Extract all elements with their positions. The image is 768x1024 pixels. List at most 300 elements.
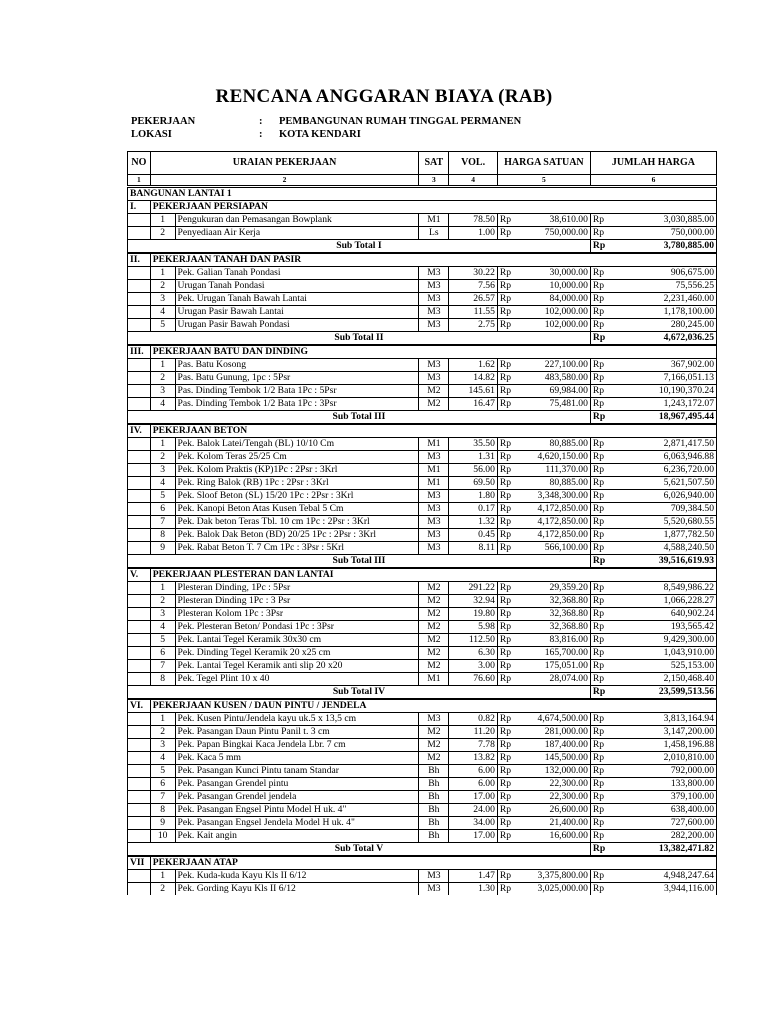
row-spacer	[128, 267, 151, 280]
currency-label: Rp	[590, 490, 611, 503]
item-unit: M1	[419, 464, 449, 477]
currency-label: Rp	[497, 595, 518, 608]
header-row	[128, 152, 717, 175]
currency-label: Rp	[497, 359, 518, 372]
item-unit: Bh	[419, 817, 449, 830]
currency-label: Rp	[590, 267, 611, 280]
item-unit: M3	[419, 490, 449, 503]
item-unit: M3	[419, 713, 449, 726]
table-row	[128, 477, 717, 490]
item-number: 1	[150, 582, 175, 595]
item-unit-price: 165,700.00	[518, 647, 590, 660]
item-volume: 7.78	[449, 739, 498, 752]
currency-label: Rp	[497, 817, 518, 830]
currency-label: Rp	[590, 280, 611, 293]
item-unit: M3	[419, 359, 449, 372]
currency-label: Rp	[590, 713, 611, 726]
item-total: 5,621,507.50	[611, 477, 716, 490]
item-unit-price: 4,172,850.00	[518, 516, 590, 529]
col-number: 3	[419, 175, 449, 187]
item-unit-price: 29,359.20	[518, 582, 590, 595]
item-number: 3	[150, 739, 175, 752]
currency-label: Rp	[497, 464, 518, 477]
currency-label: Rp	[497, 385, 518, 398]
item-unit-price: 4,620,150.00	[518, 451, 590, 464]
section-number: III.	[128, 345, 151, 359]
table-row	[128, 542, 717, 555]
item-volume: 26.57	[449, 293, 498, 306]
subtotal-value: 13,382,471.82	[611, 843, 716, 857]
table-row	[128, 398, 717, 411]
row-spacer	[128, 595, 151, 608]
item-unit-price: 566,100.00	[518, 542, 590, 555]
item-description: Urugan Pasir Bawah Pondasi	[175, 319, 419, 332]
section-row	[128, 201, 717, 214]
item-volume: 17.00	[449, 830, 498, 843]
item-unit: Bh	[419, 804, 449, 817]
item-number: 1	[150, 214, 175, 227]
item-unit-price: 227,100.00	[518, 359, 590, 372]
item-unit-price: 80,885.00	[518, 438, 590, 451]
row-spacer	[128, 830, 151, 843]
info-colon: :	[259, 116, 263, 127]
row-spacer	[128, 214, 151, 227]
item-unit-price: 30,000.00	[518, 267, 590, 280]
item-unit: M3	[419, 883, 449, 896]
row-spacer	[128, 398, 151, 411]
item-volume: 13.82	[449, 752, 498, 765]
item-description: Pek. Lantai Tegel Keramik anti slip 20 x20	[175, 660, 419, 673]
section-title: PEKERJAAN BETON	[150, 424, 716, 438]
subtotal-label: Sub Total III	[128, 411, 591, 425]
currency-label: Rp	[497, 883, 518, 896]
item-volume: 1.00	[449, 227, 498, 240]
item-unit-price: 4,172,850.00	[518, 503, 590, 516]
subtotal-row	[128, 411, 717, 425]
item-unit: M1	[419, 438, 449, 451]
item-description: Pek. Dinding Tegel Keramik 20 x25 cm	[175, 647, 419, 660]
item-number: 2	[150, 227, 175, 240]
item-number: 8	[150, 673, 175, 686]
item-total: 727,600.00	[611, 817, 716, 830]
currency-label: Rp	[590, 778, 611, 791]
item-total: 282,200.00	[611, 830, 716, 843]
subtotal-row	[128, 555, 717, 569]
row-spacer	[128, 280, 151, 293]
currency-label: Rp	[590, 438, 611, 451]
item-total: 638,400.00	[611, 804, 716, 817]
currency-label: Rp	[590, 332, 611, 346]
item-number: 1	[150, 713, 175, 726]
item-number: 10	[150, 830, 175, 843]
item-unit: M2	[419, 752, 449, 765]
item-unit-price: 80,885.00	[518, 477, 590, 490]
table-row	[128, 503, 717, 516]
section-number: V.	[128, 568, 151, 582]
table-row	[128, 385, 717, 398]
item-total: 193,565.42	[611, 621, 716, 634]
subtotal-value: 4,672,036.25	[611, 332, 716, 346]
table-row	[128, 319, 717, 332]
col-header-harga-satuan: HARGA SATUAN	[497, 152, 590, 175]
item-description: Pek. Kuda-kuda Kayu Kls II 6/12	[175, 870, 419, 883]
table-row	[128, 582, 717, 595]
row-spacer	[128, 319, 151, 332]
subtotal-row	[128, 843, 717, 857]
row-spacer	[128, 634, 151, 647]
currency-label: Rp	[590, 293, 611, 306]
item-unit-price: 32,368.80	[518, 608, 590, 621]
item-description: Pengukuran dan Pemasangan Bowplank	[175, 214, 419, 227]
item-volume: 6.30	[449, 647, 498, 660]
item-unit-price: 483,580.00	[518, 372, 590, 385]
item-total: 133,800.00	[611, 778, 716, 791]
item-volume: 78.50	[449, 214, 498, 227]
item-volume: 7.56	[449, 280, 498, 293]
currency-label: Rp	[497, 227, 518, 240]
subtotal-label: Sub Total III	[128, 555, 591, 569]
table-row	[128, 280, 717, 293]
item-unit: M1	[419, 477, 449, 490]
currency-label: Rp	[497, 726, 518, 739]
subtotal-value: 18,967,495.44	[611, 411, 716, 425]
currency-label: Rp	[590, 227, 611, 240]
currency-label: Rp	[590, 634, 611, 647]
item-volume: 6.00	[449, 778, 498, 791]
item-number: 3	[150, 293, 175, 306]
item-unit-price: 38,610.00	[518, 214, 590, 227]
currency-label: Rp	[590, 673, 611, 686]
item-total: 280,245.00	[611, 319, 716, 332]
col-header-sat: SAT	[419, 152, 449, 175]
col-header-jumlah-harga: JUMLAH HARGA	[590, 152, 716, 175]
currency-label: Rp	[590, 398, 611, 411]
item-number: 5	[150, 634, 175, 647]
item-volume: 11.20	[449, 726, 498, 739]
item-description: Pek. Pasangan Grendel pintu	[175, 778, 419, 791]
currency-label: Rp	[590, 791, 611, 804]
item-unit-price: 28,074.00	[518, 673, 590, 686]
item-number: 9	[150, 817, 175, 830]
item-unit: M3	[419, 870, 449, 883]
item-unit-price: 281,000.00	[518, 726, 590, 739]
table-row	[128, 647, 717, 660]
item-unit-price: 32,368.80	[518, 621, 590, 634]
item-number: 2	[150, 883, 175, 896]
col-header-vol: VOL.	[449, 152, 498, 175]
table-row	[128, 490, 717, 503]
item-volume: 0.82	[449, 713, 498, 726]
row-spacer	[128, 870, 151, 883]
row-spacer	[128, 765, 151, 778]
item-description: Pek. Balok Latei/Tengah (BL) 10/10 Cm	[175, 438, 419, 451]
item-total: 2,871,417.50	[611, 438, 716, 451]
item-total: 3,944,116.00	[611, 883, 716, 896]
item-description: Pek. Kaca 5 mm	[175, 752, 419, 765]
subtotal-row	[128, 686, 717, 700]
item-description: Pek. Lantai Tegel Keramik 30x30 cm	[175, 634, 419, 647]
table-row	[128, 673, 717, 686]
section-title: PEKERJAAN PLESTERAN DAN LANTAI	[150, 568, 716, 582]
item-description: Pek. Ring Balok (RB) 1Pc : 2Psr : 3Krl	[175, 477, 419, 490]
item-description: Pek. Kusen Pintu/Jendela kayu uk.5 x 13,5 cm	[175, 713, 419, 726]
row-spacer	[128, 542, 151, 555]
table-row	[128, 870, 717, 883]
item-description: Pek. Rabat Beton T. 7 Cm 1Pc : 3Psr : 5Krl	[175, 542, 419, 555]
item-unit: M3	[419, 293, 449, 306]
item-volume: 14.82	[449, 372, 498, 385]
item-number: 4	[150, 621, 175, 634]
item-volume: 2.75	[449, 319, 498, 332]
item-unit: M2	[419, 660, 449, 673]
row-spacer	[128, 227, 151, 240]
section-row	[128, 345, 717, 359]
currency-label: Rp	[590, 214, 611, 227]
table-row	[128, 595, 717, 608]
table-row	[128, 752, 717, 765]
item-number: 5	[150, 765, 175, 778]
item-volume: 1.47	[449, 870, 498, 883]
item-total: 367,902.00	[611, 359, 716, 372]
item-description: Pek. Kolom Teras 25/25 Cm	[175, 451, 419, 464]
item-description: Pas. Dinding Tembok 1/2 Bata 1Pc : 5Psr	[175, 385, 419, 398]
currency-label: Rp	[497, 280, 518, 293]
table-row	[128, 306, 717, 319]
table-row	[128, 293, 717, 306]
info-key: PEKERJAAN	[131, 116, 196, 127]
row-spacer	[128, 451, 151, 464]
currency-label: Rp	[497, 608, 518, 621]
section-title: PEKERJAAN TANAH DAN PASIR	[150, 253, 716, 267]
col-number: 2	[150, 175, 419, 187]
row-spacer	[128, 608, 151, 621]
item-number: 3	[150, 464, 175, 477]
section-row	[128, 253, 717, 267]
currency-label: Rp	[497, 621, 518, 634]
item-number: 1	[150, 438, 175, 451]
table-row	[128, 804, 717, 817]
currency-label: Rp	[590, 451, 611, 464]
currency-label: Rp	[497, 791, 518, 804]
item-volume: 56.00	[449, 464, 498, 477]
section-title: PEKERJAAN ATAP	[150, 856, 716, 870]
currency-label: Rp	[497, 306, 518, 319]
currency-label: Rp	[590, 359, 611, 372]
section-number: II.	[128, 253, 151, 267]
item-volume: 17.00	[449, 791, 498, 804]
item-number: 2	[150, 372, 175, 385]
section-number: I.	[128, 201, 151, 214]
item-number: 4	[150, 477, 175, 490]
col-number: 6	[590, 175, 716, 187]
currency-label: Rp	[497, 529, 518, 542]
row-spacer	[128, 726, 151, 739]
item-description: Pas. Dinding Tembok 1/2 Bata 1Pc : 3Psr	[175, 398, 419, 411]
item-total: 3,030,885.00	[611, 214, 716, 227]
subtotal-label: Sub Total I	[128, 240, 591, 254]
item-unit-price: 102,000.00	[518, 319, 590, 332]
item-volume: 0.45	[449, 529, 498, 542]
item-volume: 3.00	[449, 660, 498, 673]
item-unit: M3	[419, 451, 449, 464]
item-volume: 16.47	[449, 398, 498, 411]
item-number: 5	[150, 490, 175, 503]
item-unit: M3	[419, 516, 449, 529]
section-row	[128, 699, 717, 713]
item-description: Plesteran Dinding 1Pc : 3 Psr	[175, 595, 419, 608]
col-number: 5	[497, 175, 590, 187]
row-spacer	[128, 516, 151, 529]
item-total: 8,549,986.22	[611, 582, 716, 595]
currency-label: Rp	[590, 686, 611, 700]
row-spacer	[128, 660, 151, 673]
item-description: Pek. Pasangan Daun Pintu Panil t. 3 cm	[175, 726, 419, 739]
item-number: 8	[150, 804, 175, 817]
currency-label: Rp	[497, 765, 518, 778]
col-header-no: NO	[128, 152, 151, 175]
item-unit: M3	[419, 319, 449, 332]
item-description: Pek. Tegel Plint 10 x 40	[175, 673, 419, 686]
table-row	[128, 464, 717, 477]
item-volume: 1.62	[449, 359, 498, 372]
currency-label: Rp	[497, 778, 518, 791]
item-description: Penyediaan Air Kerja	[175, 227, 419, 240]
item-unit-price: 22,300.00	[518, 791, 590, 804]
currency-label: Rp	[590, 464, 611, 477]
row-spacer	[128, 621, 151, 634]
item-volume: 19.80	[449, 608, 498, 621]
table-row	[128, 621, 717, 634]
currency-label: Rp	[590, 582, 611, 595]
item-total: 1,243,172.07	[611, 398, 716, 411]
item-unit: M3	[419, 529, 449, 542]
group-row	[128, 187, 717, 201]
item-unit-price: 75,481.00	[518, 398, 590, 411]
col-header-uraian: URAIAN PEKERJAAN	[150, 152, 419, 175]
item-unit: Bh	[419, 791, 449, 804]
item-unit-price: 22,300.00	[518, 778, 590, 791]
currency-label: Rp	[590, 516, 611, 529]
currency-label: Rp	[590, 804, 611, 817]
item-description: Pek. Urugan Tanah Bawah Lantai	[175, 293, 419, 306]
item-description: Pek. Kolom Praktis (KP)1Pc : 2Psr : 3Krl	[175, 464, 419, 477]
item-number: 1	[150, 359, 175, 372]
row-spacer	[128, 713, 151, 726]
section-row	[128, 856, 717, 870]
item-volume: 1.80	[449, 490, 498, 503]
item-volume: 76.60	[449, 673, 498, 686]
item-number: 8	[150, 529, 175, 542]
row-spacer	[128, 778, 151, 791]
table-row	[128, 830, 717, 843]
item-unit: M3	[419, 267, 449, 280]
currency-label: Rp	[590, 477, 611, 490]
item-unit-price: 16,600.00	[518, 830, 590, 843]
item-number: 4	[150, 306, 175, 319]
currency-label: Rp	[590, 319, 611, 332]
item-description: Pek. Kanopi Beton Atas Kusen Tebal 5 Cm	[175, 503, 419, 516]
section-row	[128, 568, 717, 582]
item-unit-price: 187,400.00	[518, 739, 590, 752]
item-volume: 8.11	[449, 542, 498, 555]
item-number: 7	[150, 660, 175, 673]
column-number-row	[128, 175, 717, 187]
table-row	[128, 359, 717, 372]
item-total: 379,100.00	[611, 791, 716, 804]
item-number: 9	[150, 542, 175, 555]
item-description: Urugan Tanah Pondasi	[175, 280, 419, 293]
row-spacer	[128, 477, 151, 490]
currency-label: Rp	[497, 634, 518, 647]
row-spacer	[128, 293, 151, 306]
item-number: 1	[150, 870, 175, 883]
table-row	[128, 765, 717, 778]
item-unit: M2	[419, 634, 449, 647]
item-total: 709,384.50	[611, 503, 716, 516]
item-unit-price: 111,370.00	[518, 464, 590, 477]
col-number: 4	[449, 175, 498, 187]
currency-label: Rp	[497, 516, 518, 529]
item-unit: M3	[419, 280, 449, 293]
item-total: 792,000.00	[611, 765, 716, 778]
row-spacer	[128, 359, 151, 372]
item-total: 4,948,247.64	[611, 870, 716, 883]
currency-label: Rp	[590, 306, 611, 319]
item-volume: 1.32	[449, 516, 498, 529]
row-spacer	[128, 739, 151, 752]
currency-label: Rp	[497, 293, 518, 306]
item-number: 2	[150, 726, 175, 739]
item-volume: 69.50	[449, 477, 498, 490]
item-unit-price: 32,368.80	[518, 595, 590, 608]
table-row	[128, 451, 717, 464]
table-row	[128, 778, 717, 791]
currency-label: Rp	[590, 883, 611, 896]
currency-label: Rp	[497, 582, 518, 595]
item-total: 4,588,240.50	[611, 542, 716, 555]
subtotal-value: 3,780,885.00	[611, 240, 716, 254]
info-value: PEMBANGUNAN RUMAH TINGGAL PERMANEN	[279, 116, 522, 127]
section-number: VII	[128, 856, 151, 870]
item-unit: M3	[419, 372, 449, 385]
item-unit: M3	[419, 306, 449, 319]
item-unit: Bh	[419, 765, 449, 778]
item-unit-price: 750,000.00	[518, 227, 590, 240]
item-description: Pek. Gording Kayu Kls II 6/12	[175, 883, 419, 896]
currency-label: Rp	[497, 804, 518, 817]
item-description: Pek. Pasangan Engsel Pintu Model H uk. 4"	[175, 804, 419, 817]
table-row	[128, 516, 717, 529]
item-unit-price: 21,400.00	[518, 817, 590, 830]
item-number: 6	[150, 778, 175, 791]
currency-label: Rp	[590, 660, 611, 673]
currency-label: Rp	[497, 490, 518, 503]
item-unit: Bh	[419, 778, 449, 791]
item-total: 3,813,164.94	[611, 713, 716, 726]
item-unit-price: 84,000.00	[518, 293, 590, 306]
table-row	[128, 791, 717, 804]
row-spacer	[128, 464, 151, 477]
currency-label: Rp	[497, 739, 518, 752]
row-spacer	[128, 529, 151, 542]
item-unit-price: 83,816.00	[518, 634, 590, 647]
currency-label: Rp	[590, 542, 611, 555]
item-total: 2,010,810.00	[611, 752, 716, 765]
item-number: 6	[150, 647, 175, 660]
table-row	[128, 713, 717, 726]
item-unit-price: 4,172,850.00	[518, 529, 590, 542]
col-number: 1	[128, 175, 151, 187]
